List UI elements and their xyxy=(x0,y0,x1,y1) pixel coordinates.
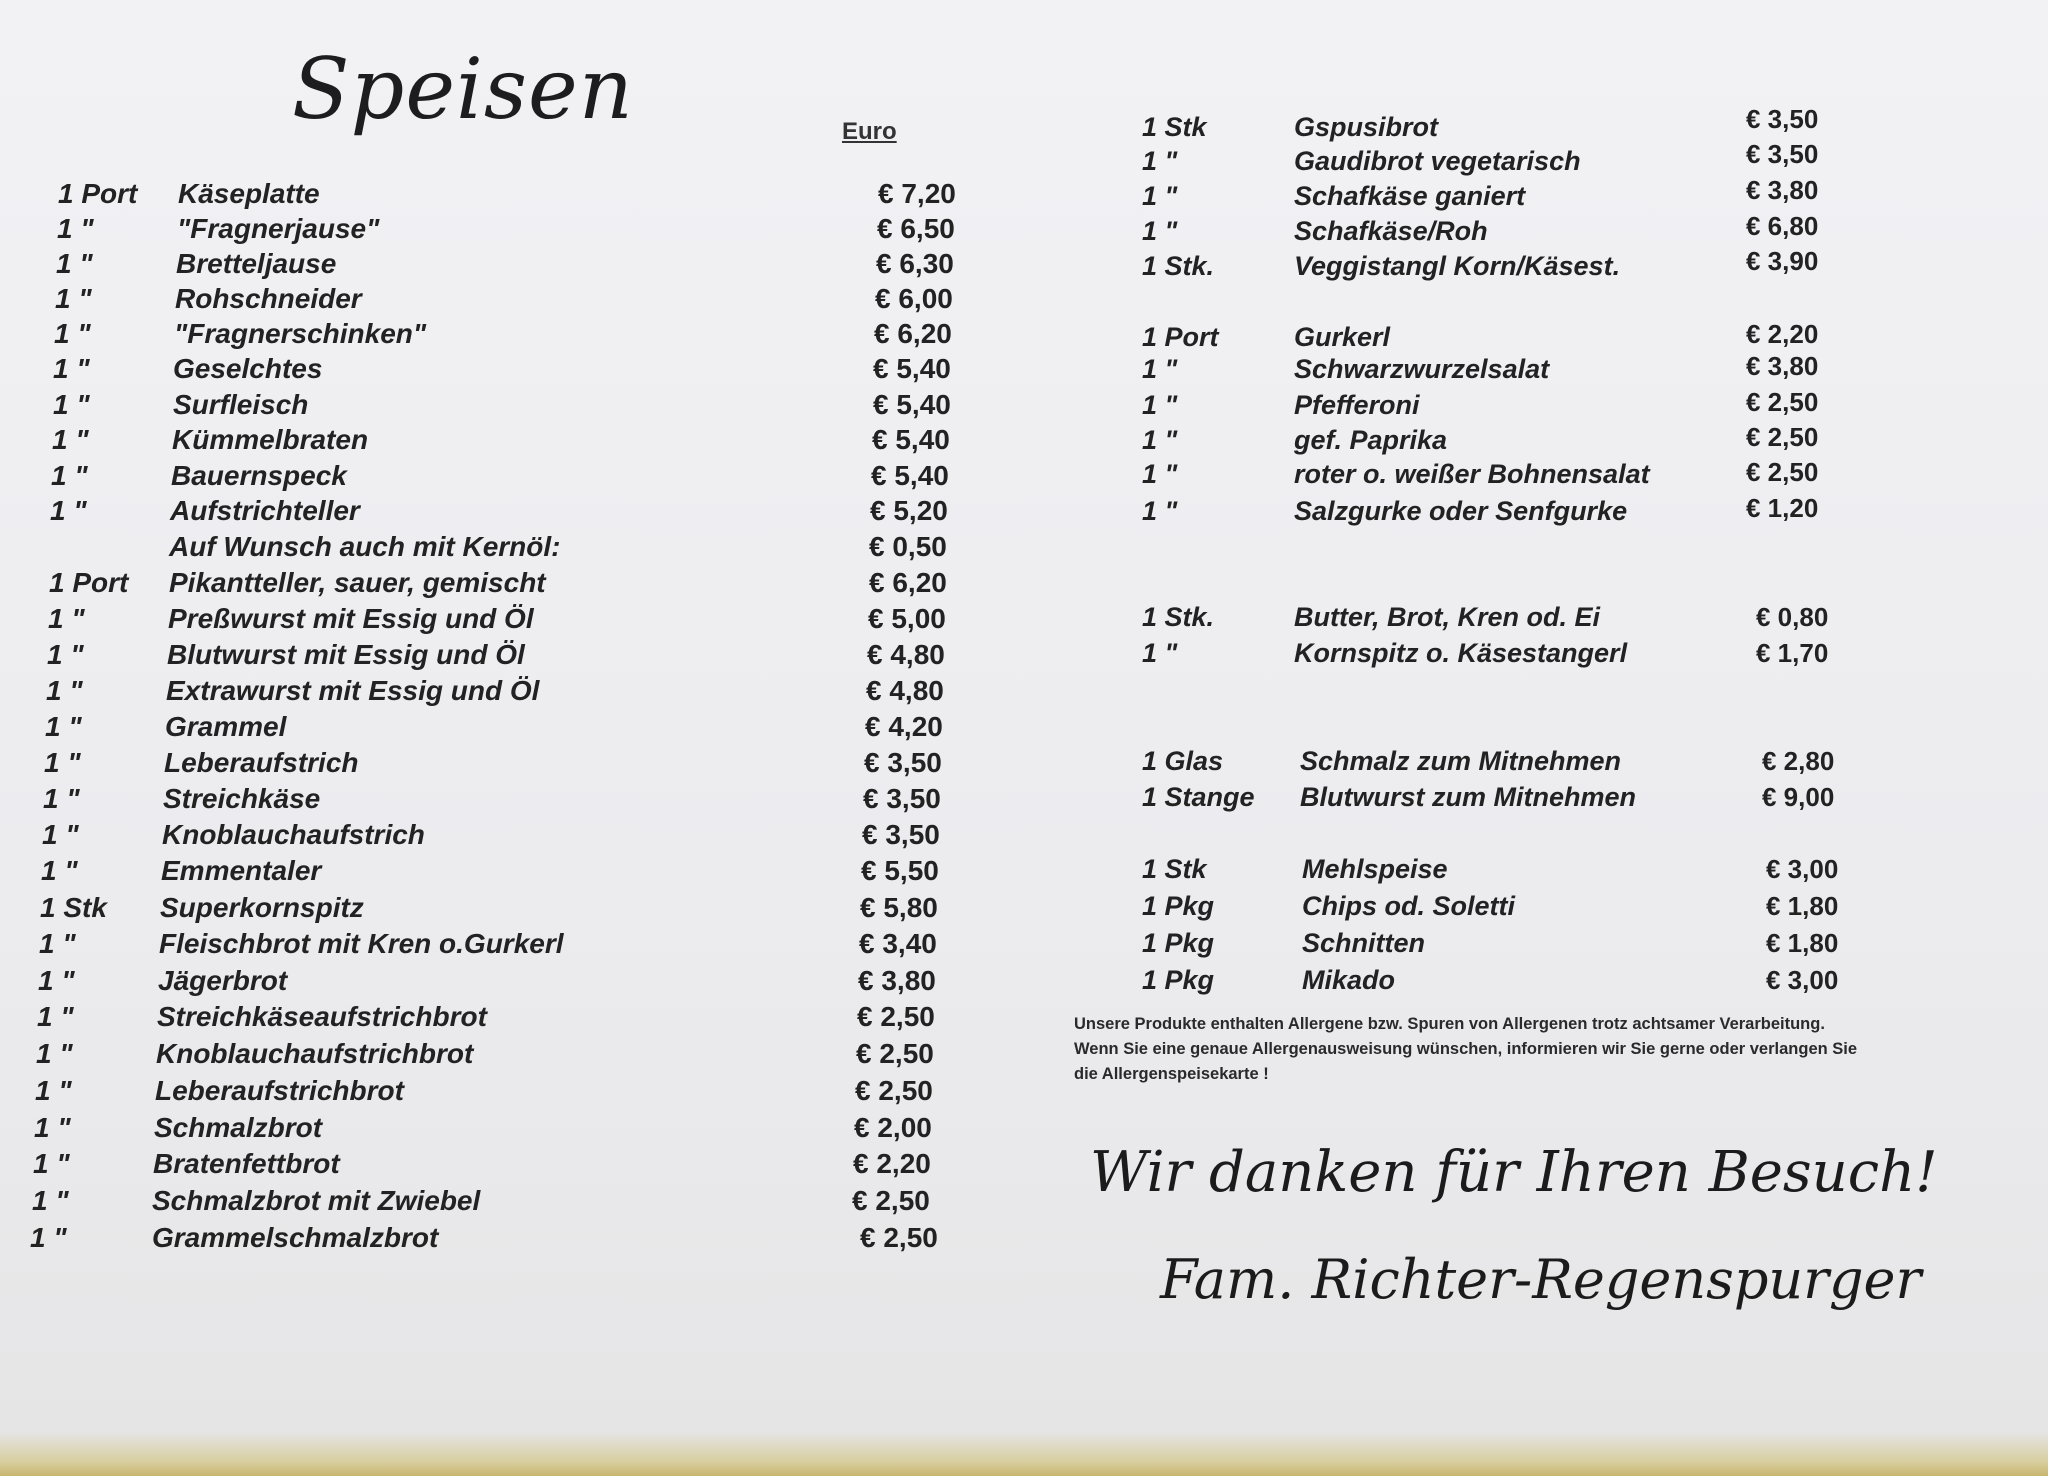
item-name: Salzgurke oder Senfgurke xyxy=(1294,496,1628,526)
item-price: € 3,50 xyxy=(1746,139,1819,169)
item-name: gef. Paprika xyxy=(1294,425,1448,455)
item-price: € 3,40 xyxy=(859,928,937,959)
item-qty: 1 " xyxy=(43,783,80,814)
item-qty: 1 " xyxy=(48,603,85,634)
item-qty: 1 " xyxy=(57,213,94,244)
item-price: € 2,50 xyxy=(1746,457,1819,487)
item-price: € 2,50 xyxy=(857,1001,935,1032)
item-qty: 1 " xyxy=(46,675,83,706)
item-qty: 1 " xyxy=(50,495,87,526)
item-qty: 1 " xyxy=(1142,425,1178,455)
item-qty: 1 Pkg xyxy=(1142,891,1215,921)
item-qty: 1 " xyxy=(56,248,93,279)
item-qty: 1 " xyxy=(1142,146,1178,176)
item-name: Streichkäse xyxy=(163,783,321,814)
family-signature: Fam. Richter-Regenspurger xyxy=(1160,1248,1922,1311)
item-qty: 1 Port xyxy=(49,567,129,598)
item-price: € 4,80 xyxy=(866,675,944,706)
item-price: € 3,50 xyxy=(863,783,941,814)
item-name: Gurkerl xyxy=(1294,322,1391,352)
item-name: roter o. weißer Bohnensalat xyxy=(1294,459,1650,489)
item-price: € 5,40 xyxy=(871,460,949,491)
menu-title: Speisen xyxy=(292,40,634,138)
item-name: Blutwurst zum Mitnehmen xyxy=(1300,782,1636,812)
item-price: € 1,80 xyxy=(1766,928,1839,958)
item-name: Schafkäse ganiert xyxy=(1294,181,1526,211)
item-qty: 1 Port xyxy=(58,178,138,209)
item-name: "Fragnerschinken" xyxy=(174,318,427,349)
item-name: Mikado xyxy=(1302,965,1396,995)
item-qty: 1 " xyxy=(1142,354,1178,384)
item-qty: 1 Stk. xyxy=(1142,251,1215,281)
item-name: Veggistangl Korn/Käsest. xyxy=(1294,251,1621,281)
item-price: € 6,20 xyxy=(874,318,952,349)
item-qty: 1 " xyxy=(52,424,89,455)
item-name: Pfefferoni xyxy=(1294,390,1420,420)
item-price: € 5,40 xyxy=(872,424,950,455)
item-name: Knoblauchaufstrich xyxy=(162,819,425,850)
item-qty: 1 Stk xyxy=(1142,854,1207,884)
item-qty: 1 " xyxy=(30,1222,67,1253)
item-qty: 1 Stk xyxy=(1142,112,1207,142)
item-price: € 6,20 xyxy=(869,567,947,598)
item-price: € 2,50 xyxy=(852,1185,930,1216)
item-qty: 1 Pkg xyxy=(1142,965,1215,995)
item-price: € 2,50 xyxy=(1746,387,1819,417)
item-name: Extrawurst mit Essig und Öl xyxy=(166,675,540,706)
item-name: Leberaufstrichbrot xyxy=(155,1075,404,1106)
item-name: Schmalzbrot mit Zwiebel xyxy=(152,1185,481,1216)
item-name: Mehlspeise xyxy=(1302,854,1448,884)
item-qty: 1 " xyxy=(1142,638,1178,668)
item-qty: 1 " xyxy=(41,855,78,886)
item-price: € 3,50 xyxy=(862,819,940,850)
item-qty: 1 " xyxy=(47,639,84,670)
item-price: € 1,70 xyxy=(1756,638,1829,668)
item-name: Preßwurst mit Essig und Öl xyxy=(168,603,534,634)
item-qty: 1 " xyxy=(55,283,92,314)
item-qty: 1 " xyxy=(1142,459,1178,489)
item-qty: 1 " xyxy=(33,1148,70,1179)
item-name: Gaudibrot vegetarisch xyxy=(1294,146,1581,176)
item-name: Grammelschmalzbrot xyxy=(152,1222,439,1253)
item-name: Schmalz zum Mitnehmen xyxy=(1300,746,1622,776)
item-name: Käseplatte xyxy=(178,178,320,209)
item-qty: 1 " xyxy=(44,747,81,778)
item-qty: 1 " xyxy=(34,1112,71,1143)
item-name: Chips od. Soletti xyxy=(1302,891,1515,921)
item-price: € 3,00 xyxy=(1766,854,1839,884)
item-price: € 1,80 xyxy=(1766,891,1839,921)
allergen-note-line: Wenn Sie eine genaue Allergenausweisung wünschen, informieren wir Sie gerne oder verlangen Sie xyxy=(1074,1040,1858,1058)
item-name: Rohschneider xyxy=(175,283,362,314)
item-price: € 2,50 xyxy=(1746,422,1819,452)
item-name: Grammel xyxy=(165,711,287,742)
item-name: Fleischbrot mit Kren o.Gurkerl xyxy=(159,928,564,959)
item-name: Geselchtes xyxy=(173,353,323,384)
item-name: Superkornspitz xyxy=(160,892,364,923)
item-qty: 1 " xyxy=(39,928,76,959)
item-name: Blutwurst mit Essig und Öl xyxy=(167,639,525,670)
item-qty: 1 " xyxy=(51,460,88,491)
item-name: Pikantteller, sauer, gemischt xyxy=(169,567,546,598)
item-qty: 1 " xyxy=(37,1001,74,1032)
item-qty: 1 Stk. xyxy=(1142,602,1215,632)
item-price: € 2,50 xyxy=(860,1222,938,1253)
item-qty: 1 Stange xyxy=(1142,782,1255,812)
item-qty: 1 " xyxy=(38,965,75,996)
item-price: € 6,00 xyxy=(875,283,953,314)
item-name: Jägerbrot xyxy=(158,965,288,996)
item-price: € 5,20 xyxy=(870,495,948,526)
item-name: Surfleisch xyxy=(173,389,309,420)
allergen-note xyxy=(1074,1012,1914,1087)
item-name: Schnitten xyxy=(1302,928,1426,958)
item-qty: 1 " xyxy=(1142,181,1178,211)
item-name: Butter, Brot, Kren od. Ei xyxy=(1294,602,1601,632)
currency-header: Euro xyxy=(842,118,897,145)
item-qty: 1 " xyxy=(54,318,91,349)
item-qty: 1 " xyxy=(1142,390,1178,420)
item-price: € 0,80 xyxy=(1756,602,1829,632)
item-price: € 3,80 xyxy=(1746,175,1819,205)
item-price: € 6,50 xyxy=(877,213,955,244)
item-name: Bauernspeck xyxy=(171,460,347,491)
item-price: € 4,80 xyxy=(867,639,945,670)
item-name: Aufstrichteller xyxy=(170,495,360,526)
item-name: Auf Wunsch auch mit Kernöl: xyxy=(169,531,561,562)
item-price: € 5,00 xyxy=(868,603,946,634)
item-qty: 1 " xyxy=(45,711,82,742)
item-price: € 6,80 xyxy=(1746,211,1819,241)
item-qty: 1 Stk xyxy=(40,892,107,923)
item-price: € 3,80 xyxy=(1746,351,1819,381)
item-price: € 3,90 xyxy=(1746,246,1819,276)
item-name: Streichkäseaufstrichbrot xyxy=(157,1001,487,1032)
item-name: Kümmelbraten xyxy=(172,424,369,455)
item-price: € 2,80 xyxy=(1762,746,1835,776)
item-price: € 2,00 xyxy=(854,1112,932,1143)
item-qty: 1 Port xyxy=(1142,322,1219,352)
item-price: € 1,20 xyxy=(1746,493,1819,523)
item-price: € 6,30 xyxy=(876,248,954,279)
item-price: € 3,50 xyxy=(864,747,942,778)
item-name: Bretteljause xyxy=(176,248,337,279)
item-price: € 5,40 xyxy=(873,353,951,384)
item-price: € 9,00 xyxy=(1762,782,1835,812)
item-name: Knoblauchaufstrichbrot xyxy=(156,1038,474,1069)
item-qty: 1 " xyxy=(1142,496,1178,526)
item-price: € 4,20 xyxy=(865,711,943,742)
item-name: Schafkäse/Roh xyxy=(1294,216,1488,246)
thank-you-message: Wir danken für Ihren Besuch! xyxy=(1090,1140,1938,1205)
item-name: Bratenfettbrot xyxy=(153,1148,340,1179)
item-qty: 1 " xyxy=(35,1075,72,1106)
item-price: € 2,20 xyxy=(853,1148,931,1179)
item-qty: 1 " xyxy=(36,1038,73,1069)
item-name: Gspusibrot xyxy=(1294,112,1439,142)
item-price: € 5,80 xyxy=(860,892,938,923)
item-price: € 5,50 xyxy=(861,855,939,886)
item-qty: 1 " xyxy=(53,353,90,384)
item-qty: 1 Pkg xyxy=(1142,928,1215,958)
allergen-note-line: die Allergenspeisekarte ! xyxy=(1074,1065,1269,1083)
item-qty: 1 " xyxy=(1142,216,1178,246)
item-price: € 2,50 xyxy=(856,1038,934,1069)
item-price: € 3,80 xyxy=(858,965,936,996)
item-name: Leberaufstrich xyxy=(164,747,359,778)
item-price: € 5,40 xyxy=(873,389,951,420)
item-name: Kornspitz o. Käsestangerl xyxy=(1294,638,1628,668)
item-name: Schmalzbrot xyxy=(154,1112,323,1143)
item-name: "Fragnerjause" xyxy=(177,213,380,244)
item-qty: 1 " xyxy=(32,1185,69,1216)
allergen-note-line: Unsere Produkte enthalten Allergene bzw. Spuren von Allergenen trotz achtsamer Verarbeitung. xyxy=(1074,1015,1825,1033)
item-price: € 3,00 xyxy=(1766,965,1839,995)
item-price: € 0,50 xyxy=(869,531,947,562)
item-qty: 1 " xyxy=(42,819,79,850)
item-qty: 1 Glas xyxy=(1142,746,1224,776)
item-qty: 1 " xyxy=(53,389,90,420)
item-name: Emmentaler xyxy=(161,855,322,886)
item-price: € 3,50 xyxy=(1746,104,1819,134)
item-name: Schwarzwurzelsalat xyxy=(1294,354,1550,384)
item-price: € 2,20 xyxy=(1746,319,1819,349)
item-price: € 7,20 xyxy=(878,178,956,209)
item-price: € 2,50 xyxy=(855,1075,933,1106)
